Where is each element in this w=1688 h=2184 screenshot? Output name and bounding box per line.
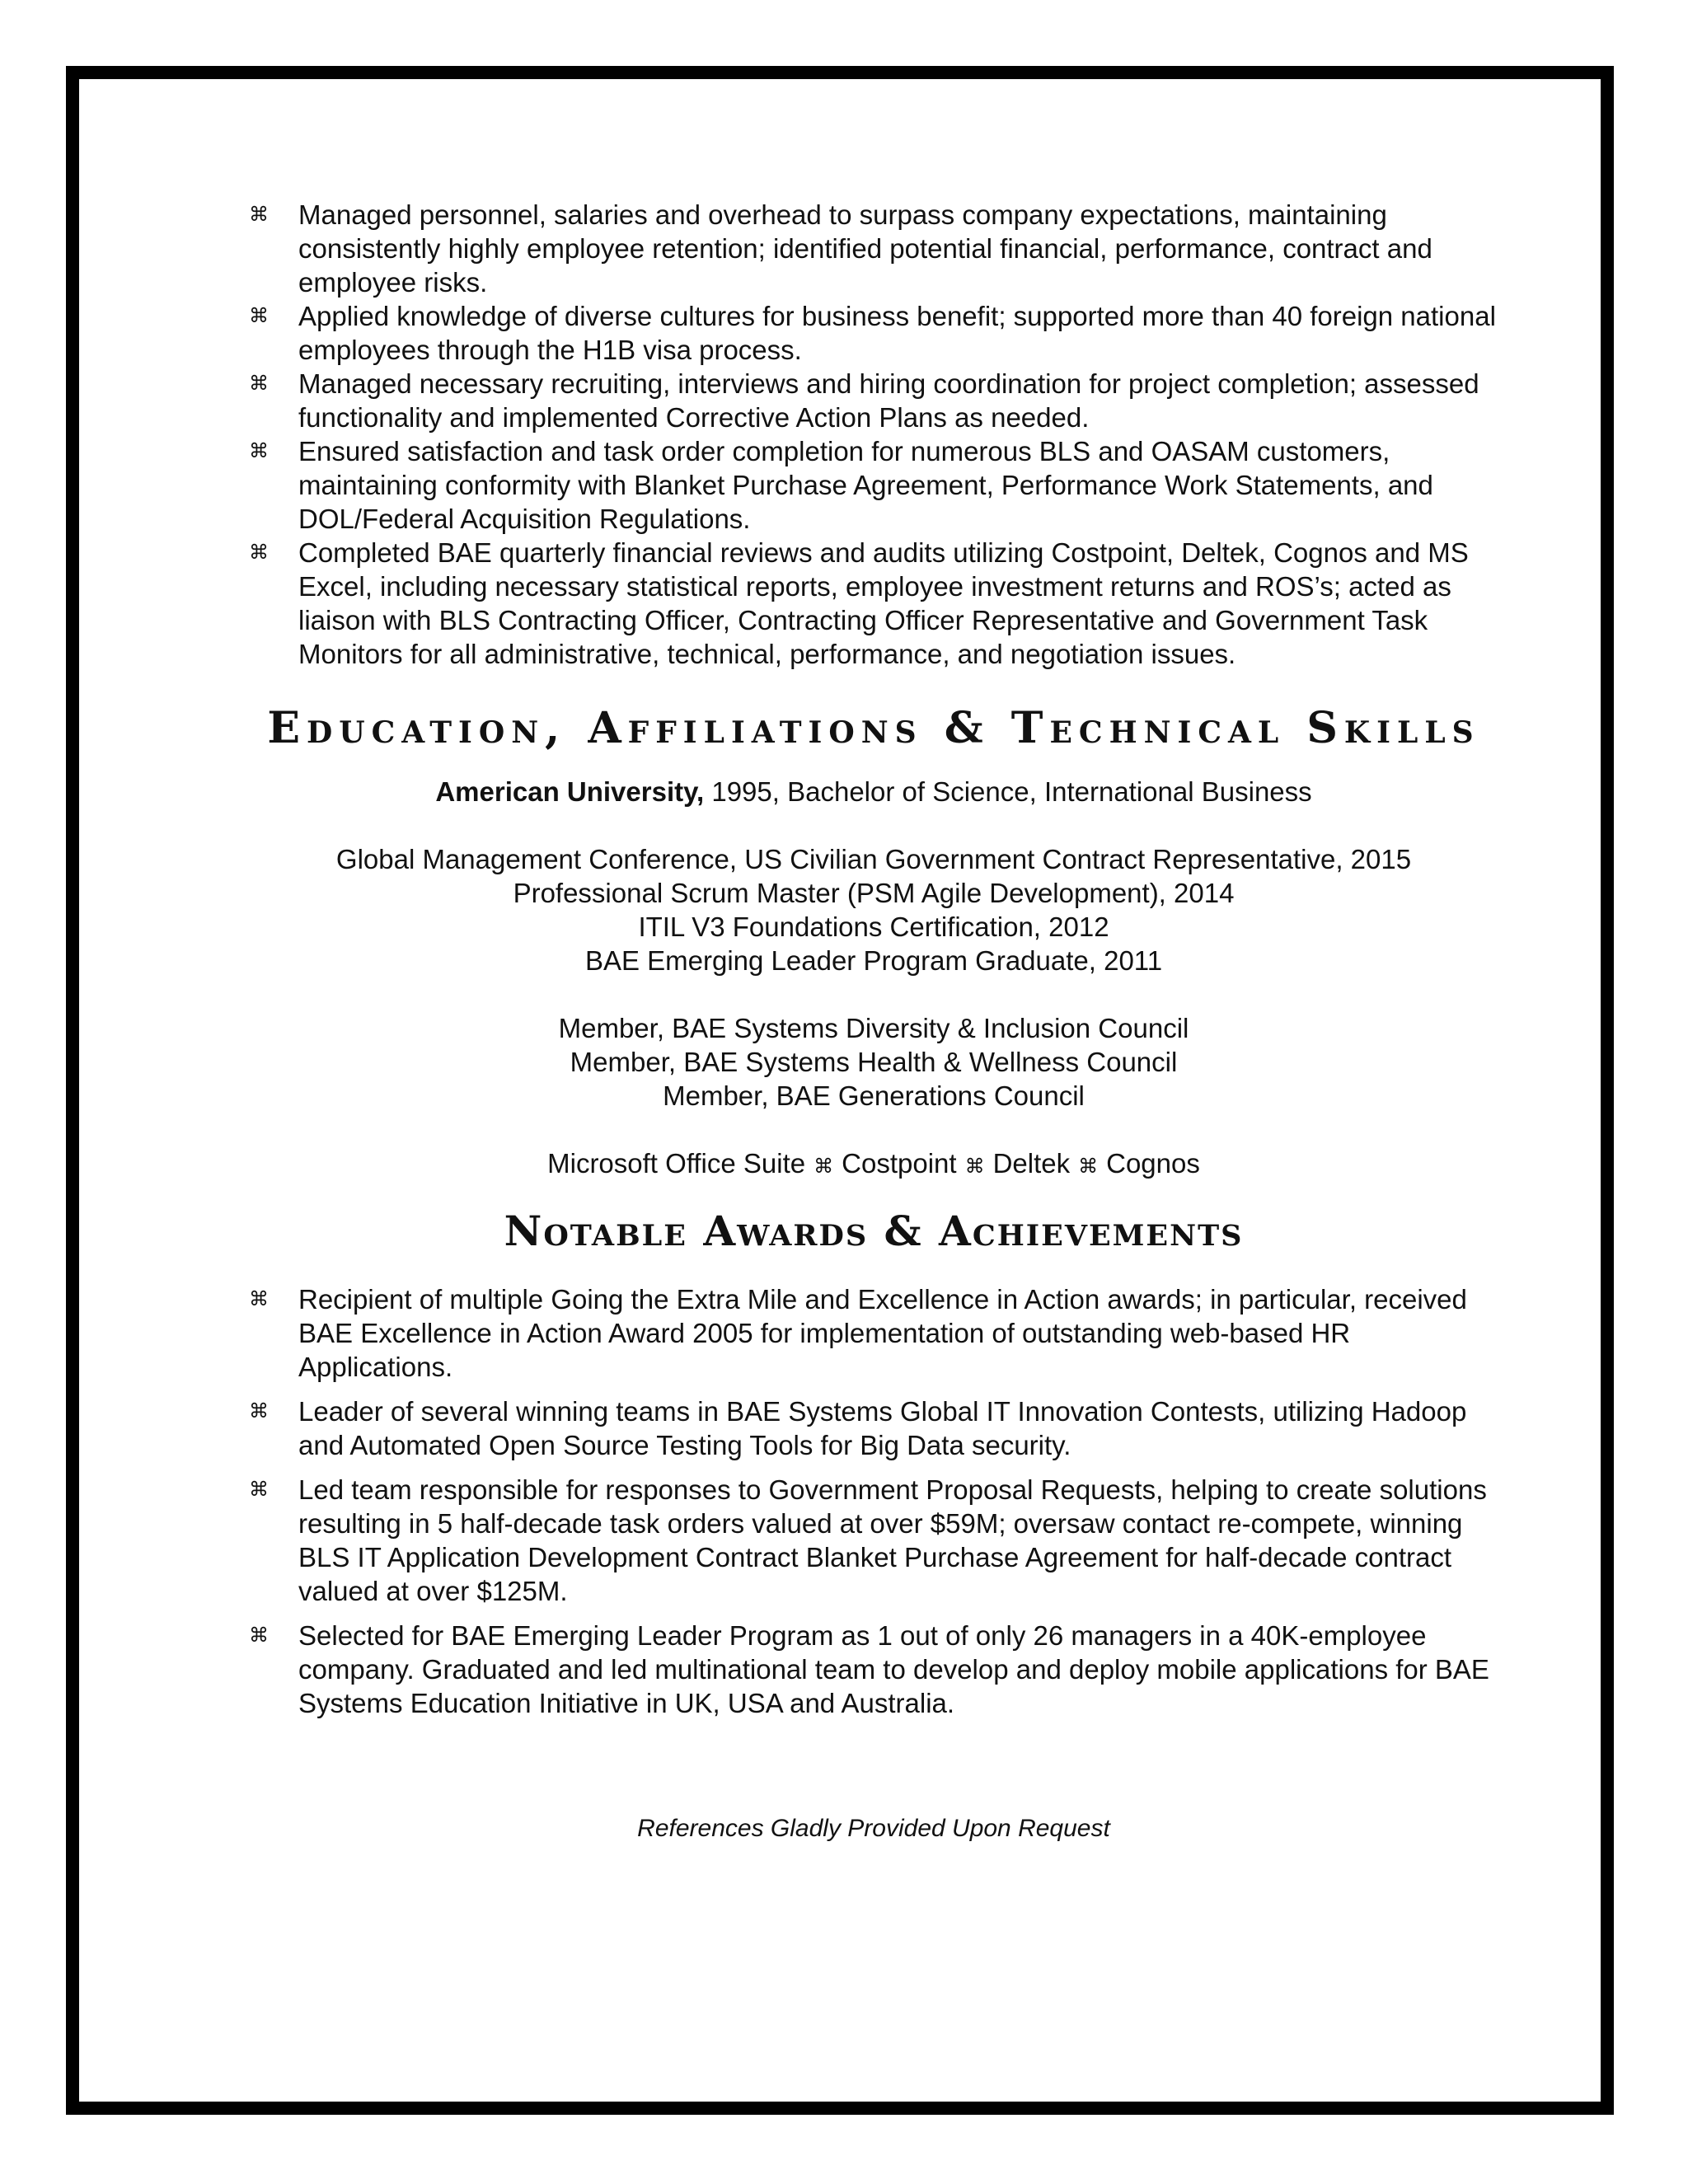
skill-item: Cognos <box>1106 1148 1200 1179</box>
bullet-icon: ⌘ <box>249 305 269 327</box>
skill-item: Microsoft Office Suite <box>547 1148 806 1179</box>
bullet-icon: ⌘ <box>249 1288 269 1310</box>
list-item <box>247 1282 1500 1384</box>
bullet-icon: ⌘ <box>249 1624 269 1647</box>
technical-skills-line <box>198 1146 1550 1183</box>
resume-page <box>247 198 1500 1870</box>
education-section-title: Education, Affiliations & Technical Skills <box>267 703 1480 753</box>
certification-line: Global Management Conference, US Civilian Government Contract Representative, 2015 <box>335 844 1412 874</box>
certification-line: BAE Emerging Leader Program Graduate, 2011 <box>584 945 1163 976</box>
certification-line: ITIL V3 Foundations Certification, 2012 <box>638 912 1109 942</box>
list-item <box>247 367 1500 434</box>
awards-section-title: Notable Awards & Achievements <box>504 1207 1244 1255</box>
experience-bullet-text: Managed necessary recruiting, interviews and hiring coordination for project completion; assessed functionality and implemented Corrective Action Plans as needed. <box>298 368 1479 433</box>
membership-line: Member, BAE Systems Diversity & Inclusion Council <box>558 1013 1189 1043</box>
experience-bullet-text: Completed BAE quarterly financial reviews and audits utilizing Costpoint, Deltek, Cognos and MS Excel, including necessary statistical reports, employee investment returns and ROS’s; acted as liaison with BLS Contracting Officer, Contracting Officer Representative and Government Task Monitors for all administrative, technical, performance, and negotiation issues. <box>298 537 1469 669</box>
experience-bullet-text: Managed personnel, salaries and overhead to surpass company expectations, maintaining consistently highly employee retention; identified potential financial, performance, contract and employee risks. <box>298 199 1432 298</box>
list-item <box>247 299 1500 367</box>
skill-item: Deltek <box>992 1148 1071 1179</box>
bullet-icon: ⌘ <box>249 541 269 564</box>
education-block <box>198 775 1550 1183</box>
list-item <box>247 536 1500 671</box>
awards-bullet-list <box>247 1282 1500 1720</box>
bullet-icon: ⌘ <box>249 204 269 226</box>
award-text: Recipient of multiple Going the Extra Mile and Excellence in Action awards; in particular, received BAE Excellence in Action Award 2005 for implementation of outstanding web-based HR Applications. <box>298 1284 1467 1382</box>
award-text: Leader of several winning teams in BAE Systems Global IT Innovation Contests, utilizing Hadoop and Automated Open Source Testing Tools for Big Data security. <box>298 1396 1467 1460</box>
membership-line: Member, BAE Generations Council <box>663 1080 1085 1111</box>
certification-line: Professional Scrum Master (PSM Agile Development), 2014 <box>513 878 1235 908</box>
degree-school: American University, <box>435 776 705 807</box>
bullet-icon: ⌘ <box>249 1400 269 1422</box>
bullet-icon: ⌘ <box>964 1155 985 1178</box>
list-item <box>247 198 1500 299</box>
membership-line: Member, BAE Systems Health & Wellness Council <box>570 1047 1178 1077</box>
bullet-icon: ⌘ <box>249 373 269 395</box>
list-item <box>247 1619 1500 1720</box>
degree-line <box>198 775 1550 808</box>
award-text: Selected for BAE Emerging Leader Program as 1 out of only 26 managers in a 40K-employee company. Graduated and led multinational team to develop and deploy mobile applications for BAE Systems Education Initiative in UK, USA and Australia. <box>298 1620 1489 1718</box>
experience-bullet-list <box>247 198 1500 671</box>
bullet-icon: ⌘ <box>814 1155 834 1178</box>
list-item <box>247 434 1500 536</box>
experience-bullet-text: Applied knowledge of diverse cultures for business benefit; supported more than 40 foreign national employees through the H1B visa process. <box>298 301 1496 365</box>
experience-bullet-text: Ensured satisfaction and task order completion for numerous BLS and OASAM customers, maintaining conformity with Blanket Purchase Agreement, Performance Work Statements, and DOL/Federal Acquisition Regulations. <box>298 436 1433 534</box>
award-text: Led team responsible for responses to Government Proposal Requests, helping to create solutions resulting in 5 half-decade task orders valued at over $59M; oversaw contact re-compete, winning BLS IT Application Development Contract Blanket Purchase Agreement for half-decade contract valued at over $125M. <box>298 1474 1487 1606</box>
bullet-icon: ⌘ <box>249 440 269 462</box>
degree-details: 1995, Bachelor of Science, International Business <box>704 776 1312 807</box>
references-note: References Gladly Provided Upon Request <box>637 1815 1110 1842</box>
bullet-icon: ⌘ <box>1078 1155 1099 1178</box>
list-item <box>247 1473 1500 1608</box>
skill-item: Costpoint <box>842 1148 957 1179</box>
bullet-icon: ⌘ <box>249 1479 269 1501</box>
list-item <box>247 1394 1500 1462</box>
